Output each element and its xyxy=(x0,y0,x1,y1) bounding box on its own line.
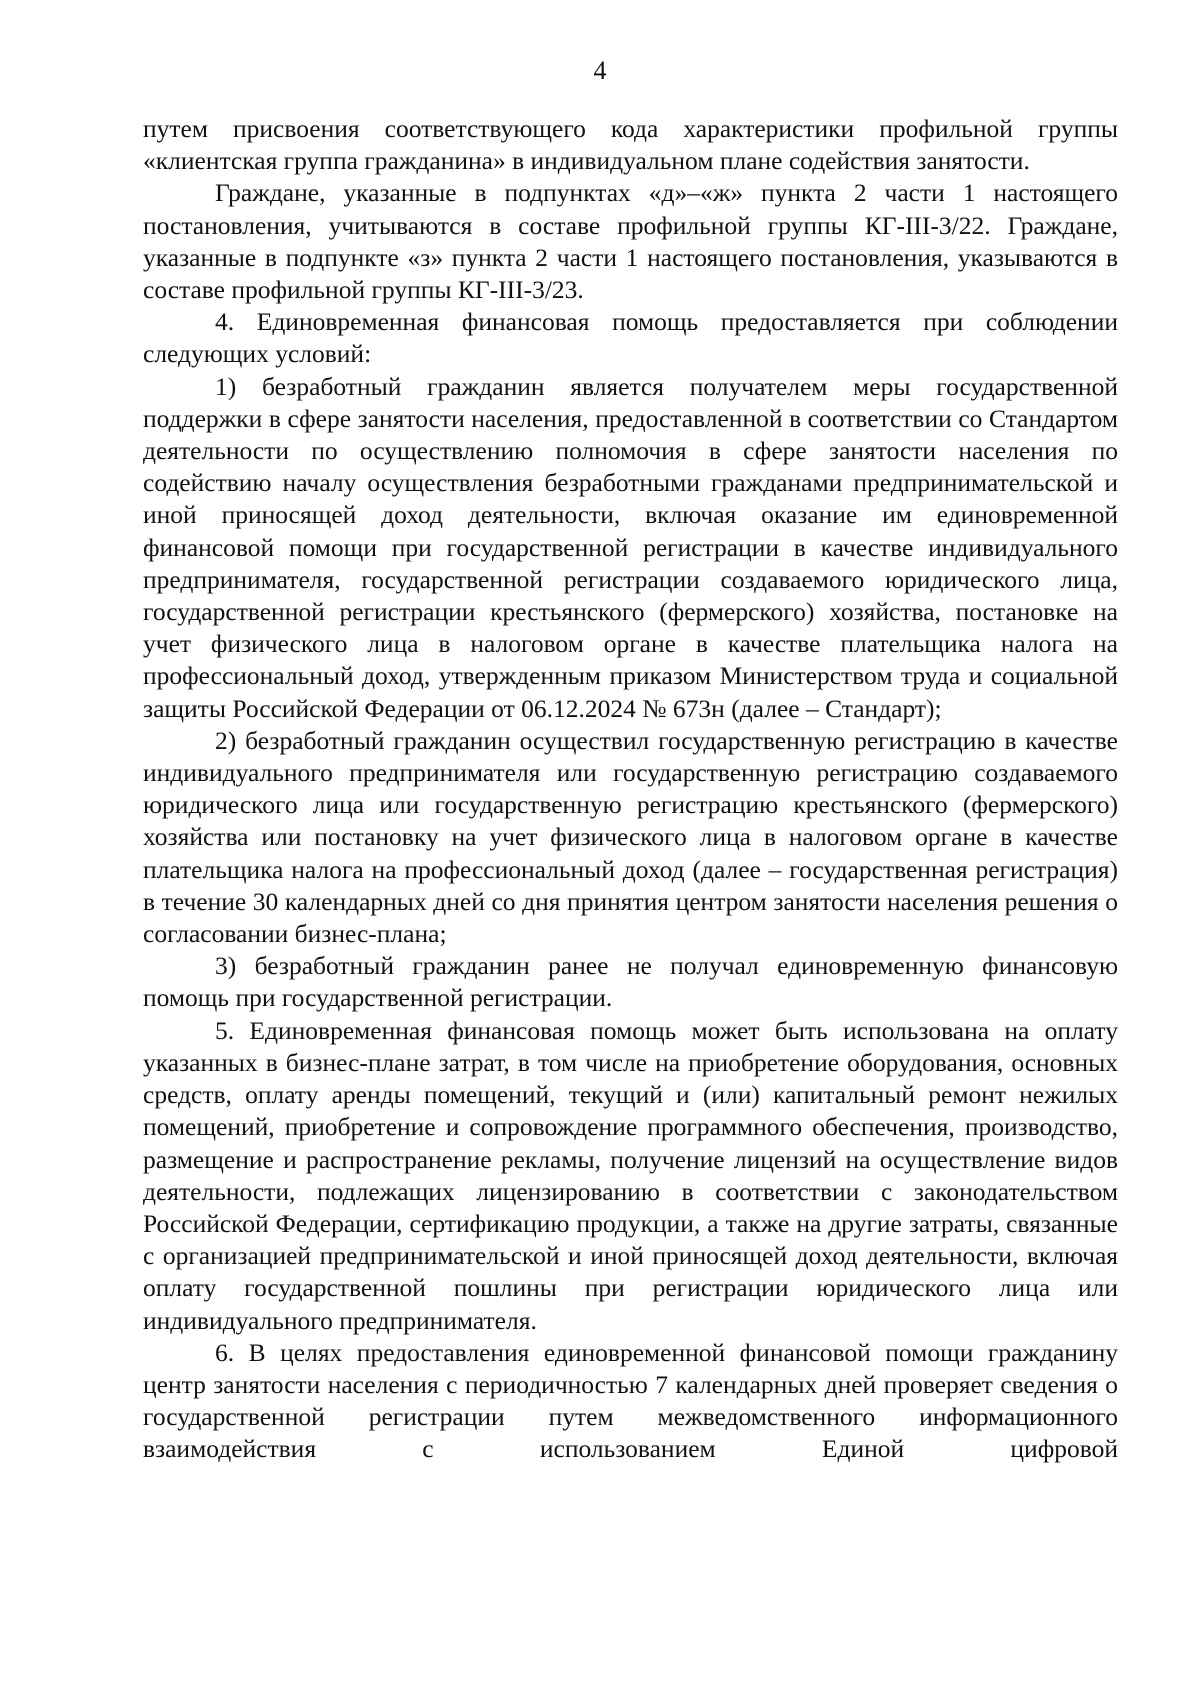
paragraph-profile-groups: Граждане, указанные в подпунктах «д»–«ж» пункта 2 части 1 настоящего постановления, учитываются в составе профильной группы КГ-III-3/22. Граждане, указанные в подпункте «з» пункта 2 части 1 настоящего постановления, указываются в составе профильной группы КГ-III-3/23. xyxy=(143,178,1118,305)
document-body xyxy=(143,113,1118,1466)
paragraph-continuation: путем присвоения соответствующего кода характеристики профильной группы «клиентская группа гражданина» в индивидуальном плане содействия занятости. xyxy=(143,114,1118,176)
paragraph-item-5: 5. Единовременная финансовая помощь может быть использована на оплату указанных в бизнес-плане затрат, в том числе на приобретение оборудования, основных средств, оплату аренды помещений, текущий и (или) капитальный ремонт нежилых помещений, приобретение и сопровождение программного обеспечения, производство, размещение и распространение рекламы, получение лицензий на осуществление видов деятельности, подлежащих лицензированию в соответствии с законодательством Российской Федерации, сертификацию продукции, а также на другие затраты, связанные с организацией предпринимательской и иной приносящей доход деятельности, включая оплату государственной пошлины при регистрации юридического лица или индивидуального предпринимателя. xyxy=(143,1015,1118,1335)
paragraph-condition-1: 1) безработный гражданин является получателем меры государственной поддержки в сфере занятости населения, предоставленной в соответствии со Стандартом деятельности по осуществлению полномочия в сфере занятости населения по содействию началу осуществления безработными гражданами предпринимательской и иной приносящей доход деятельности, включая оказание им единовременной финансовой помощи при государственной регистрации в качестве индивидуального предпринимателя, государственной регистрации создаваемого юридического лица, государственной регистрации крестьянского (фермерского) хозяйства, постановке на учет физического лица в налоговом органе в качестве плательщика налога на профессиональный доход, утвержденным приказом Министерством труда и социальной защиты Российской Федерации от 06.12.2024 № 673н (далее – Стандарт); xyxy=(143,371,1118,723)
page-number: 4 xyxy=(593,56,607,85)
paragraph-condition-3: 3) безработный гражданин ранее не получал единовременную финансовую помощь при государственной регистрации. xyxy=(143,951,1118,1013)
paragraph-item-6: 6. В целях предоставления единовременной финансовой помощи гражданину центр занятости населения с периодичностью 7 календарных дней проверяет сведения о государственной регистрации путем межведомственного информационного взаимодействия с использованием Единой цифровой xyxy=(143,1337,1118,1464)
paragraph-item-4: 4. Единовременная финансовая помощь предоставляется при соблюдении следующих условий: xyxy=(143,307,1118,369)
paragraph-condition-2: 2) безработный гражданин осуществил государственную регистрацию в качестве индивидуального предпринимателя или государственную регистрацию создаваемого юридического лица или государственную регистрацию крестьянского (фермерского) хозяйства или постановку на учет физического лица в налоговом органе в качестве плательщика налога на профессиональный доход (далее – государственная регистрация) в течение 30 календарных дней со дня принятия центром занятости населения решения о согласовании бизнес-плана; xyxy=(143,725,1118,949)
